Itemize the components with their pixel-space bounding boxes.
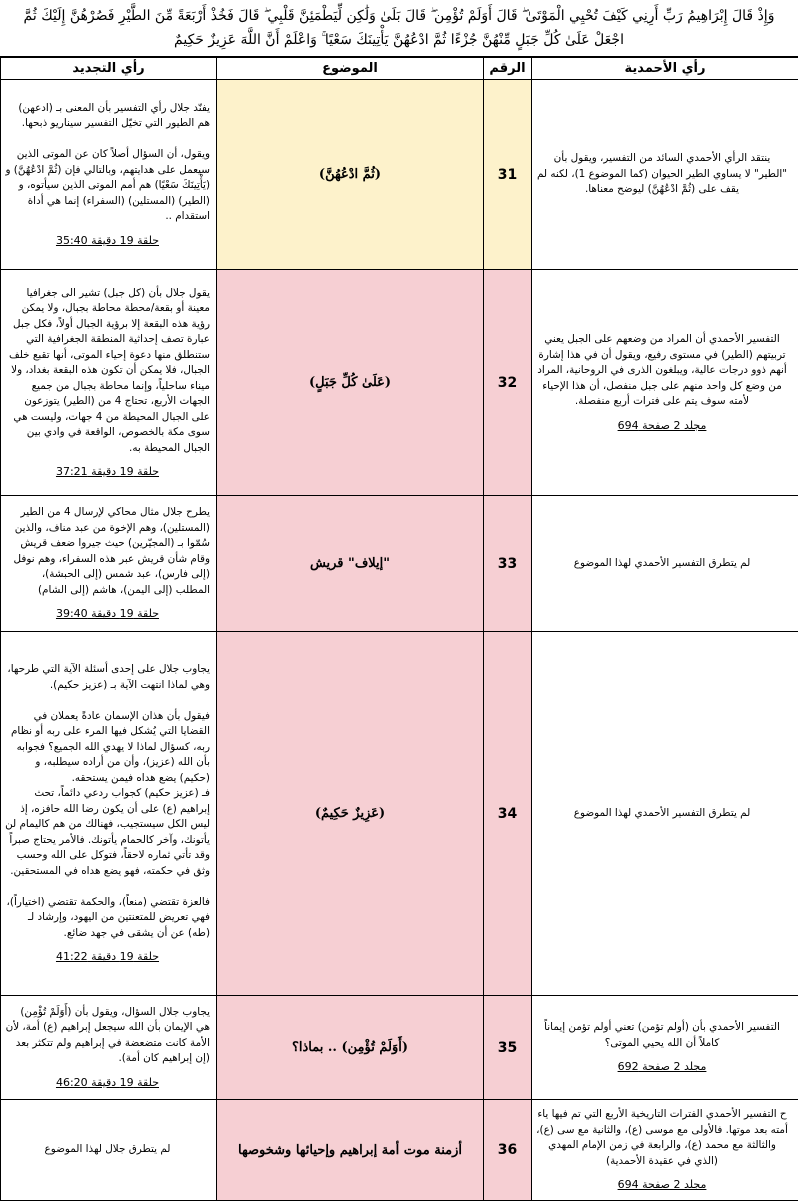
comparison-table: [0, 57, 798, 1201]
ahmadiyya-ref: مجلد 2 صفحة 694: [536, 1177, 788, 1193]
topic-cell: (ثُمَّ ادْعُهُنَّ): [217, 80, 484, 270]
topic-cell: (أَوَلَمْ تُؤْمِن) .. بماذا؟: [217, 996, 484, 1100]
ahmadiyya-ref: مجلد 2 صفحة 694: [536, 418, 788, 434]
number-cell: 35: [484, 996, 532, 1100]
tajdid-ref: حلقة 19 دقيقة 37:21: [5, 464, 210, 480]
ahmadiyya-cell: [532, 80, 798, 270]
ahmadiyya-text: التفسير الأحمدي أن المراد من وضعهم على الجبل يعني تربيتهم (الطير) في مستوى رفيع، ويقول أن في هذا إشارة أنهم ذوو درجات عالية، ويبلغون الذرى في الروحانية، المراد من وضع كل واحد منهم على جبل منفصل، أن هذا الإحياء لأمته سوف يتم على فترات أربع منفصلة.: [536, 332, 788, 410]
tajdid-cell: [1, 1100, 217, 1201]
number-cell: 31: [484, 80, 532, 270]
ahmadiyya-text: لم يتطرق التفسير الأحمدي لهذا الموضوع: [536, 806, 788, 822]
ahmadiyya-text: ح التفسير الأحمدي الفترات التاريخية الأربع التي تم فيها ياء أمته بعد موتها. فالأولى مع موسى (ع)، والثانية مع سى (ع)، والثالثة مع محمد (ع)، والرابعة في زمن الإمام المهدي (الذي في عقيدة الأحمدية): [536, 1107, 788, 1169]
ahmadiyya-cell: [532, 270, 798, 496]
ahmadiyya-cell: [532, 1100, 798, 1201]
ahmadiyya-cell: [532, 996, 798, 1100]
tajdid-text: يطرح جلال مثال محاكي لإرسال 4 من الطير (المستلين)، وهم الإخوة من عبد مناف، والذين سُمّوا بـ (المجيّرين) حيث جيروا ضعف قريش وقام شأن قريش عبر هذه السفراء، وهم نوفل (إلى فارس)، عبد شمس (إلى الحبشة)، المطلب (إلى اليمن)، هاشم (إلى الشام): [5, 505, 210, 598]
header-topic: الموضوع: [217, 58, 484, 80]
header-number: الرقم: [484, 58, 532, 80]
header-tajdid: رأي التجديد: [1, 58, 217, 80]
tajdid-ref: حلقة 19 دقيقة 46:20: [5, 1075, 210, 1091]
table-row: [1, 1100, 798, 1201]
table-row: [1, 496, 798, 632]
table-row: [1, 996, 798, 1100]
topic-cell: أزمنة موت أمة إبراهيم وإحيائها وشخوصها: [217, 1100, 484, 1201]
tajdid-text: لم يتطرق جلال لهذا الموضوع: [5, 1142, 210, 1158]
table-row: [1, 80, 798, 270]
tajdid-cell: [1, 632, 217, 996]
number-cell: 32: [484, 270, 532, 496]
ahmadiyya-ref: مجلد 2 صفحة 692: [536, 1059, 788, 1075]
tajdid-cell: [1, 270, 217, 496]
number-cell: 34: [484, 632, 532, 996]
tajdid-ref: حلقة 19 دقيقة 35:40: [5, 233, 210, 249]
topic-cell: (عَزِيزٌ حَكِيمٌ): [217, 632, 484, 996]
tajdid-ref: حلقة 19 دقيقة 41:22: [5, 949, 210, 965]
tajdid-ref: حلقة 19 دقيقة 39:40: [5, 606, 210, 622]
tajdid-text: يجاوب جلال على إحدى أسئلة الآية التي طرحها، وهي لماذا انتهت الآية بـ (عزيز حكيم). فيقول بأن هذان الإسمان عادةً يعملان في القضايا التي يُشكل فيها المرء على ربه أو نظام ربه، كسؤال لماذا لا يهدي الله الجميع؟ فجوابه بأن الله (عزيز)، وأن من أراده سيطلبه، و (حكيم) يضع هداه فيمن يستحقه. فـ (عزيز حكيم) كجواب ردعي دائماً، تحث إبراهيم (ع) على أن يكون رضا الله حافزه، إذ ليس الكل سيستجيب، فهنالك من هم كاليمام لن يأتونك، وآخر كالحمام يأتونك. فالأمر يحتاج صبراً وقد تأتي ثماره لاحقاً، فتوكل على الله وحسب وثق في حكمته، فهو يضع هداه في المستحقين. فالعزة تقتضي (منعاً)، والحكمة تقتضي (اختياراً)، فهي تعريض للمتعنتين من اليهود، وإرشاد لـ (طه) عن أن يشقى في جهد ضائع.: [5, 662, 210, 941]
table-row: [1, 632, 798, 996]
ahmadiyya-text: ينتقد الرأي الأحمدي السائد من التفسير، ويقول بأن "الطير" لا يساوي الطير الحيوان (كما الموضوع 1)، لكنه لم يقف على (ثُمَّ ادْعُهُنَّ) ليوضح معناها.: [536, 151, 788, 198]
ahmadiyya-text: التفسير الأحمدي بأن (أولم تؤمن) تعني أولم تؤمن إيماناً كاملاً أن الله يحيي الموتى؟: [536, 1020, 788, 1051]
number-cell: 36: [484, 1100, 532, 1201]
table-header-row: [1, 58, 798, 80]
topic-cell: "إيلاف" قريش: [217, 496, 484, 632]
ahmadiyya-cell: [532, 632, 798, 996]
tajdid-cell: [1, 496, 217, 632]
topic-cell: (عَلَىٰ كُلِّ جَبَلٍ): [217, 270, 484, 496]
table-row: [1, 270, 798, 496]
ahmadiyya-cell: [532, 496, 798, 632]
header-ahmadiyya: رأي الأحمدية: [532, 58, 798, 80]
tajdid-text: يفنّد جلال رأي التفسير بأن المعنى بـ (ادعهن) هم الطيور التي تخيّل التفسير سيناريو ذبحها. ويقول، أن السؤال أصلاً كان عن الموتى الذين سيعمل على هدايتهم، وبالتالي فإن (ثُمَّ ادْعُهُنَّ) و (يَأْتِينَكَ سَعْيًا) هم أمم الموتى الذين سيأتوه، و (الطير) (المستلين) (السفراء) إنما هي أداة استقدام ..: [5, 101, 210, 225]
number-cell: 33: [484, 496, 532, 632]
tajdid-cell: [1, 996, 217, 1100]
tajdid-text: يقول جلال بأن (كل جبل) تشير الى جغرافيا معينة أو بقعة/محطة محاطة بجبال، ولا يمكن رؤية هذه البقعة إلا برؤية الجبال أولاً، فكل جبل عبارة تصف إحداثية المنطقة الجغرافية التي ستنطلق منها دعوة إحياء الموتى، أنها تقبع خلف الجبال، فلا يمكن أن تكون هذه البقعة بغداد، ولا ميناء ساحلياً، وإنما محاطة بجبال من جميع الجهات الأربع، تحتاج 4 من (الطير) يتوزعون على الجبال المحيطة من 4 جهات، وليست هي سوى مكة بالخصوص، الواقعة في وادي بين الجبال المحيطة به.: [5, 286, 210, 457]
tajdid-cell: [1, 80, 217, 270]
tajdid-text: يجاوب جلال السؤال، ويقول بأن (أَوَلَمْ تُؤْمِن) هي الإيمان بأن الله سيجعل إبراهيم (ع) أمة، لأن الأمة كانت متضعضة في إبراهيم ولم تتكثر بعد (إن إبراهيم كان أمة).: [5, 1005, 210, 1067]
verse-header: وَإِذْ قَالَ إِبْرَاهِيمُ رَبِّ أَرِنِي كَيْفَ تُحْيِي الْمَوْتَىٰ ۖ قَالَ أَوَلَمْ تُؤْمِن ۖ قَالَ بَلَىٰ وَلَٰكِن لِّيَطْمَئِنَّ قَلْبِي ۖ قَالَ فَخُذْ أَرْبَعَةً مِّنَ الطَّيْرِ فَصُرْهُنَّ إِلَيْكَ ثُمَّ اجْعَلْ عَلَىٰ كُلِّ جَبَلٍ مِّنْهُنَّ جُزْءًا ثُمَّ ادْعُهُنَّ يَأْتِينَكَ سَعْيًا ۚ وَاعْلَمْ أَنَّ اللَّهَ عَزِيزٌ حَكِيمٌ: [0, 0, 798, 57]
ahmadiyya-text: لم يتطرق التفسير الأحمدي لهذا الموضوع: [536, 556, 788, 572]
